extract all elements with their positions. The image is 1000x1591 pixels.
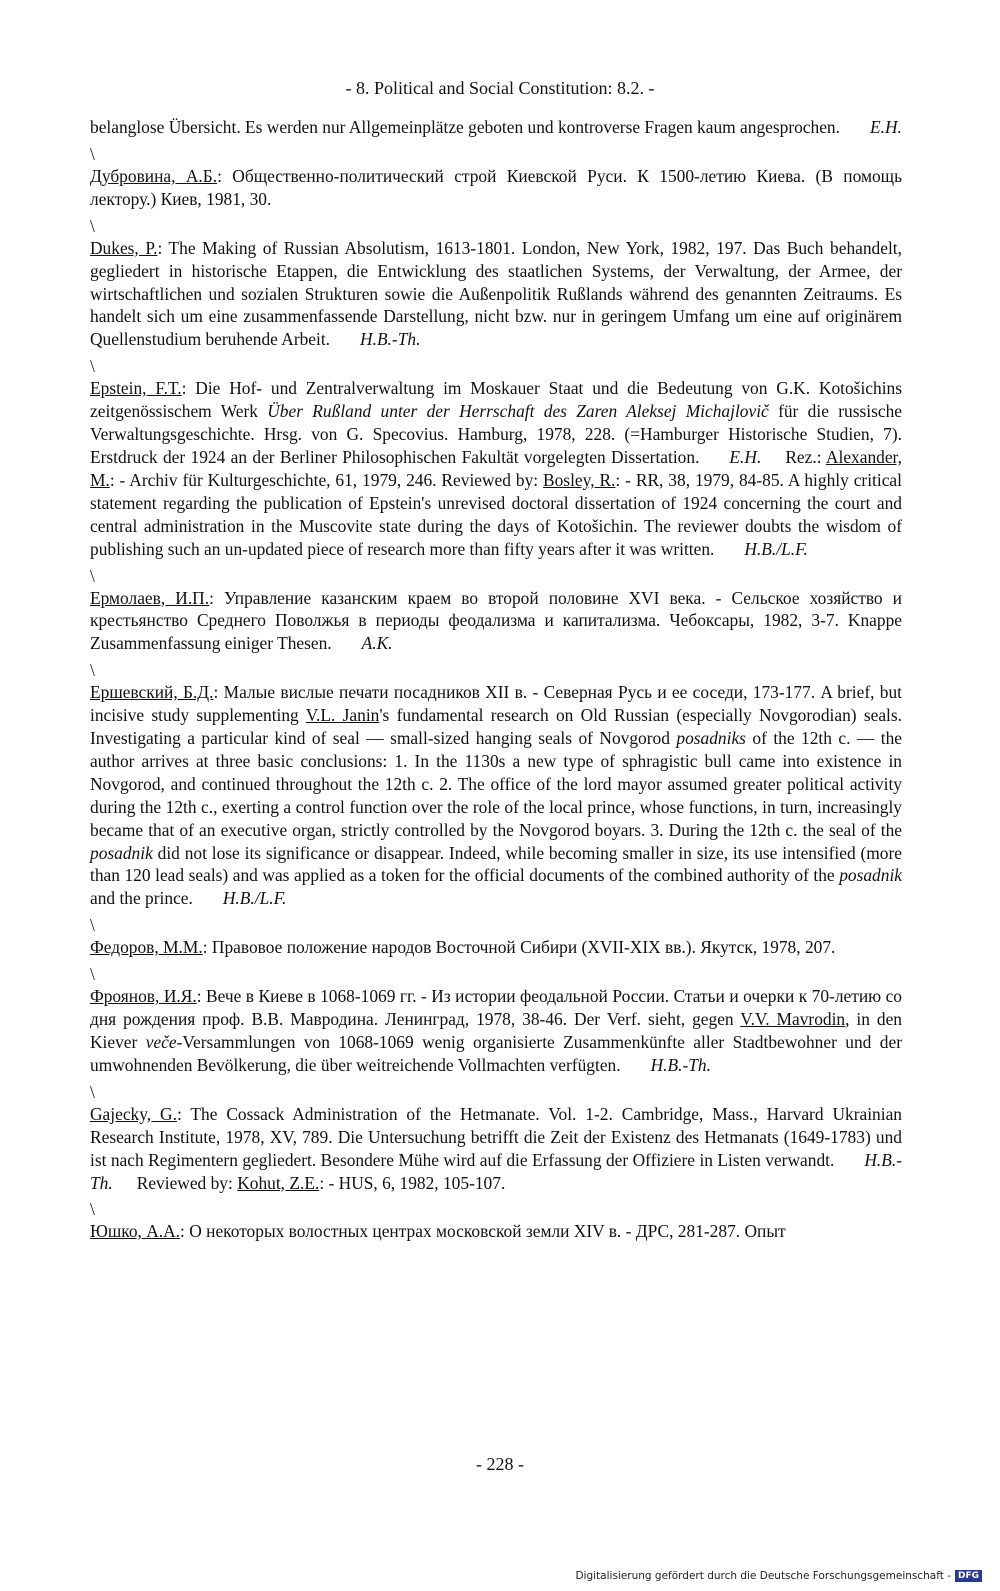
entry-author: Дубровина, А.Б.	[90, 165, 218, 186]
entry-author: Gajecky, G.	[90, 1103, 177, 1124]
reviewer-initials: H.B./L.F.	[744, 538, 808, 559]
entry-author: Dukes, P.	[90, 237, 158, 258]
reviewer-initials: A.K.	[361, 633, 393, 654]
reviewer-initials: H.B.-Th.	[650, 1054, 711, 1075]
entry-author: Федоров, М.М.	[90, 937, 203, 958]
bibliography-entry: Дубровина, А.Б.: Общественно-политический строй Киевской Руси. К 1500-летию Киева. (В помощь лектору.) Киев, 1981, 30.	[90, 165, 903, 209]
reviewer-initials: H.B.-Th.	[360, 329, 421, 350]
entry-separator: \	[90, 1081, 95, 1102]
footer-text: Digitalisierung gefördert durch die Deutsche Forschungsgemeinschaft -	[575, 1570, 951, 1582]
bibliography-entry: Ершевский, Б.Д.: Малые вислые печати посадников XII в. - Северная Русь и ее соседи, 173-177. A brief, but incisive study supplementing V.L. Janin's fundamental research on Old Russian (especially Novgorodian) seals. Investigating a particular kind of seal — small-sized hanging seals of Novgorod posadniks of the 12th c. — the author arrives at three basic conclusions: 1. In the 1130s a new type of sphragistic bull came into existence in Novgorod, and continued throughout the 12th c. 2. The office of the lord mayor assumed greater political activity during the 12th c., exerting a control function over the role of the local prince, whose functions, in turn, increasingly became that of an executive organ, strictly controlled by the Novgorod boyars. 3. During the 12th c. the seal of the posadnik did not lose its significance or disappear. Indeed, while becoming smaller in size, its use intensified (more than 120 lead seals) and was applied as a token for the official documents of the combined authority of the posadnik and the prince. H.B./L.F.	[90, 682, 903, 909]
entry-separator: \	[90, 215, 95, 236]
referenced-author: V.L. Janin	[305, 705, 380, 726]
reviewer-initials: H.B.-Th.	[90, 1149, 902, 1193]
entry-separator: \	[90, 660, 95, 681]
bibliography-entry: Юшко, А.А.: О некоторых волостных центрах московской земли XIV в. - ДРС, 281-287. Опыт	[90, 1221, 786, 1242]
reviewer-name: Bosley, R.	[543, 469, 616, 490]
bibliography-entry: Dukes, P.: The Making of Russian Absolutism, 1613-1801. London, New York, 1982, 197. Das Buch behandelt, gegliedert in historische Etappen, die Entwicklung des staatlichen Systems, der Verwaltung, der Armee, der wirtschaftlichen und sozialen Strukturen sowie die Außenpolitik Rußlands während des genannten Zeitraums. Es handelt sich um eine zusammenfassende Darstellung, nicht bzw. nur in geringem Umfang um eine auf originärem Quellenstudium beruhende Arbeit. H.B.-Th.	[90, 237, 902, 350]
entry-separator: \	[90, 1199, 95, 1220]
reviewer-name: Kohut, Z.E.	[237, 1172, 320, 1193]
work-title: Über Rußland unter der Herrschaft des Zaren Aleksej Michajlovič	[267, 401, 769, 422]
entry-separator: \	[90, 356, 95, 377]
page-number: - 228 -	[476, 1454, 524, 1474]
bibliography-entry: Epstein, F.T.: Die Hof- und Zentralverwaltung im Moskauer Staat und die Bedeutung von G.K. Kotošichins zeitgenössischem Werk Über Rußland unter der Herrschaft des Zaren Aleksej Michajlovič für die russische Verwaltungsgeschichte. Hrsg. von G. Specovius. Hamburg, 1978, 228. (=Hamburger Historische Studien, 7). Erstdruck der 1924 an der Berliner Philosophischen Fakultät vorgelegten Dissertation. E.H. Rez.: Alexander, M.: - Archiv für Kulturgeschichte, 61, 1979, 246. Reviewed by: Bosley, R.: - RR, 38, 1979, 84-85. A highly critical statement regarding the publication of Epstein's unrevised doctoral dissertation of 1924 concerning the court and central administration in the Muscovite state during the days of Kotošichin. The reviewer doubts the wisdom of publishing such an un-updated piece of research more than fifty years after it was written. H.B./L.F.	[90, 378, 902, 559]
entry-separator: \	[90, 915, 95, 936]
reviewer-name: Alexander, M.	[90, 446, 902, 490]
referenced-author: V.V. Mavrodin	[740, 1009, 846, 1030]
reviewer-initials: E.H.	[869, 117, 902, 137]
digitization-footer	[575, 1570, 982, 1582]
page-header: - 8. Political and Social Constitution: 8.2. -	[345, 78, 655, 98]
entry-separator: \	[90, 565, 95, 586]
entry-author: Ермолаев, И.П.	[90, 587, 210, 608]
reviewer-initials: E.H.	[729, 446, 762, 467]
entry-author: Ершевский, Б.Д.	[90, 682, 214, 703]
entry-author: Epstein, F.T.	[90, 378, 182, 399]
dfg-logo-icon: DFG	[955, 1570, 982, 1582]
entry-author: Фроянов, И.Я.	[90, 986, 197, 1007]
bibliography-content	[90, 116, 902, 1247]
entry-separator: \	[90, 143, 95, 164]
bibliography-entry: belanglose Übersicht. Es werden nur Allgemeinplätze geboten und kontroverse Fragen kaum angesprochen. E.H.	[90, 117, 902, 137]
bibliography-entry: Ермолаев, И.П.: Управление казанским краем во второй половине XVI века. - Сельское хозяйство и крестьянство Среднего Поволжья в периоды феодализма и капитализма. Чебоксары, 1982, 3-7. Knappe Zusammenfassung einiger Thesen. A.K.	[90, 587, 902, 654]
bibliography-entry: Федоров, М.М.: Правовое положение народов Восточной Сибири (XVII-XIX вв.). Якутск, 1978, 207.	[90, 937, 836, 958]
bibliography-entry: Фроянов, И.Я.: Вече в Киеве в 1068-1069 гг. - Из истории феодальной России. Статьи и очерки к 70-летию со дня рождения проф. В.В. Мавродина. Ленинград, 1978, 38-46. Der Verf. sieht, gegen V.V. Mavrodin, in den Kiever veče-Versammlungen von 1068-1069 wenig organisierte Zusammenkünfte aller Stadtbewohner und der umwohnenden Bevölkerung, die über weitreichende Vollmachten verfügten. H.B.-Th.	[90, 986, 903, 1075]
bibliography-entry: Gajecky, G.: The Cossack Administration of the Hetmanate. Vol. 1-2. Cambridge, Mass., Harvard Ukrainian Research Institute, 1978, XV, 789. Die Untersuchung betrifft die Zeit der Existenz des Hetmanats (1649-1783) und ist nach Regimentern gegliedert. Besondere Mühe wird auf die Erfassung der Offiziere in Listen verwandt. H.B.-Th. Reviewed by: Kohut, Z.E.: - HUS, 6, 1982, 105-107.	[90, 1103, 902, 1193]
reviewer-initials: H.B./L.F.	[222, 888, 287, 909]
entry-separator: \	[90, 964, 95, 985]
entry-author: Юшко, А.А.	[90, 1221, 181, 1242]
